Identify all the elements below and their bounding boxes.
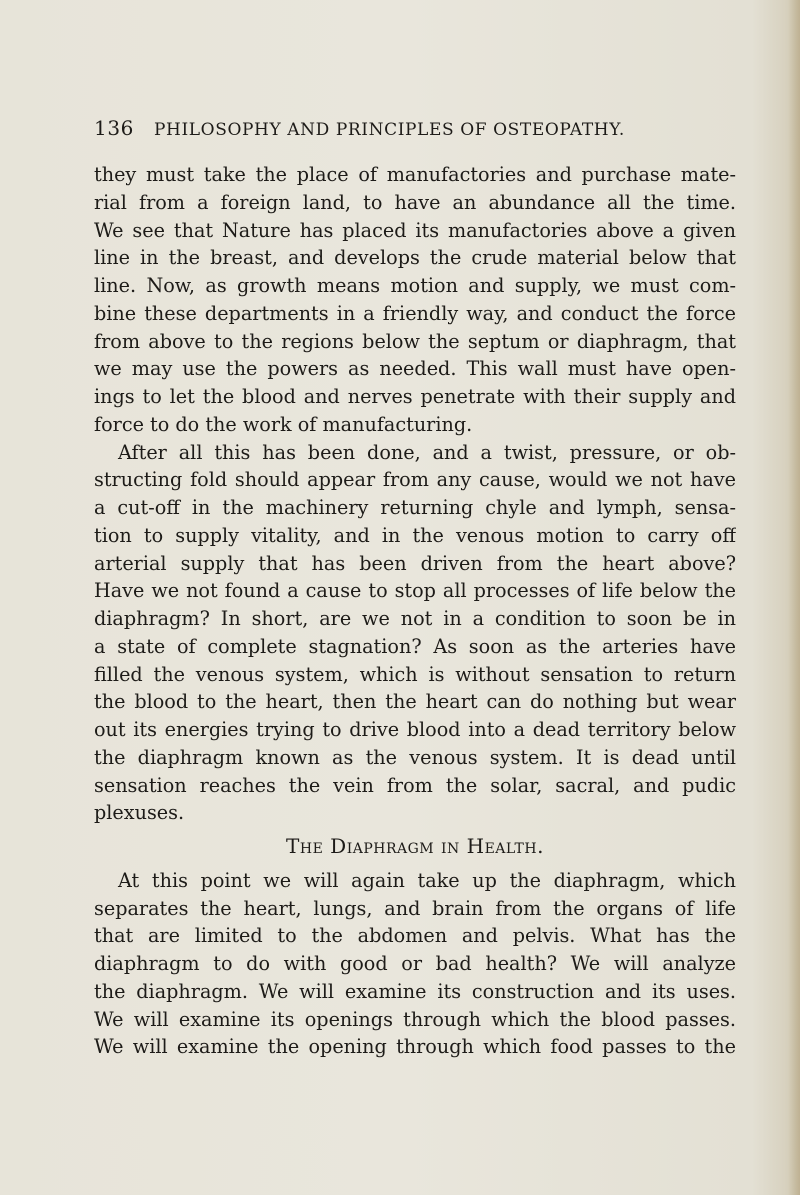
text-line: At this point we will again take up the diaphragm, which bbox=[118, 868, 736, 892]
text-line: We will examine the opening through which food passes to the bbox=[94, 1035, 736, 1059]
text-line: We see that Nature has placed its manufactories above a given bbox=[94, 218, 736, 242]
paragraph-2 bbox=[94, 439, 736, 828]
text-line: rial from a foreign land, to have an abundance all the time. bbox=[94, 190, 736, 214]
text-line: diaphragm to do with good or bad health? We will analyze bbox=[94, 952, 736, 975]
text-line: line. Now, as growth means motion and supply, we must com- bbox=[94, 274, 736, 297]
text-line: arterial supply that has been driven from the heart above? bbox=[94, 551, 736, 575]
running-title: PHILOSOPHY AND PRINCIPLES OF OSTEOPATHY. bbox=[154, 120, 625, 140]
section-heading: The Diaphragm in Health. bbox=[286, 834, 544, 858]
text-line: a state of complete stagnation? As soon as the arteries have bbox=[94, 634, 736, 658]
text-line: sensation reaches the vein from the solar, sacral, and pudic bbox=[94, 773, 736, 797]
paragraph-1 bbox=[94, 161, 736, 439]
text-line: they must take the place of manufactories and purchase mate- bbox=[94, 163, 736, 186]
text-line: force to do the work of manufacturing. bbox=[94, 412, 473, 436]
text-line: the diaphragm known as the venous system. It is dead until bbox=[94, 745, 736, 769]
text-line: diaphragm? In short, are we not in a condition to soon be in bbox=[94, 607, 736, 630]
text-line: tion to supply vitality, and in the venous motion to carry off bbox=[94, 523, 736, 547]
text-line: ings to let the blood and nerves penetrate with their supply and bbox=[94, 385, 736, 408]
text-line: We will examine its openings through which the blood passes. bbox=[94, 1007, 736, 1031]
text-line: plexuses. bbox=[94, 801, 185, 825]
text-line: After all this has been done, and a twist, pressure, or ob- bbox=[118, 440, 736, 464]
text-line: the diaphragm. We will examine its construction and its uses. bbox=[94, 979, 736, 1003]
text-line: line in the breast, and develops the crude material below that bbox=[94, 246, 736, 270]
text-line: bine these departments in a friendly way, and conduct the force bbox=[94, 301, 736, 325]
text-line: a cut-off in the machinery returning chyle and lymph, sensa- bbox=[94, 496, 736, 519]
text-line: separates the heart, lungs, and brain from the organs of life bbox=[94, 896, 736, 920]
page-edge-shadow bbox=[788, 0, 800, 1195]
running-head bbox=[94, 116, 734, 144]
text-line: we may use the powers as needed. This wall must have open- bbox=[94, 357, 736, 381]
text-line: that are limited to the abdomen and pelvis. What has the bbox=[94, 924, 736, 948]
paragraph-3 bbox=[94, 867, 736, 1061]
page-number: 136 bbox=[94, 116, 134, 140]
text-line: Have we not found a cause to stop all processes of life below the bbox=[94, 579, 736, 603]
text-line: filled the venous system, which is without sensation to return bbox=[94, 662, 736, 686]
text-line: structing fold should appear from any cause, would we not have bbox=[94, 468, 736, 492]
text-line: the blood to the heart, then the heart can do nothing but wear bbox=[94, 690, 736, 714]
text-line: out its energies trying to drive blood into a dead territory below bbox=[94, 718, 736, 741]
body-text bbox=[94, 161, 736, 1061]
text-line: from above to the regions below the septum or diaphragm, that bbox=[94, 329, 736, 353]
